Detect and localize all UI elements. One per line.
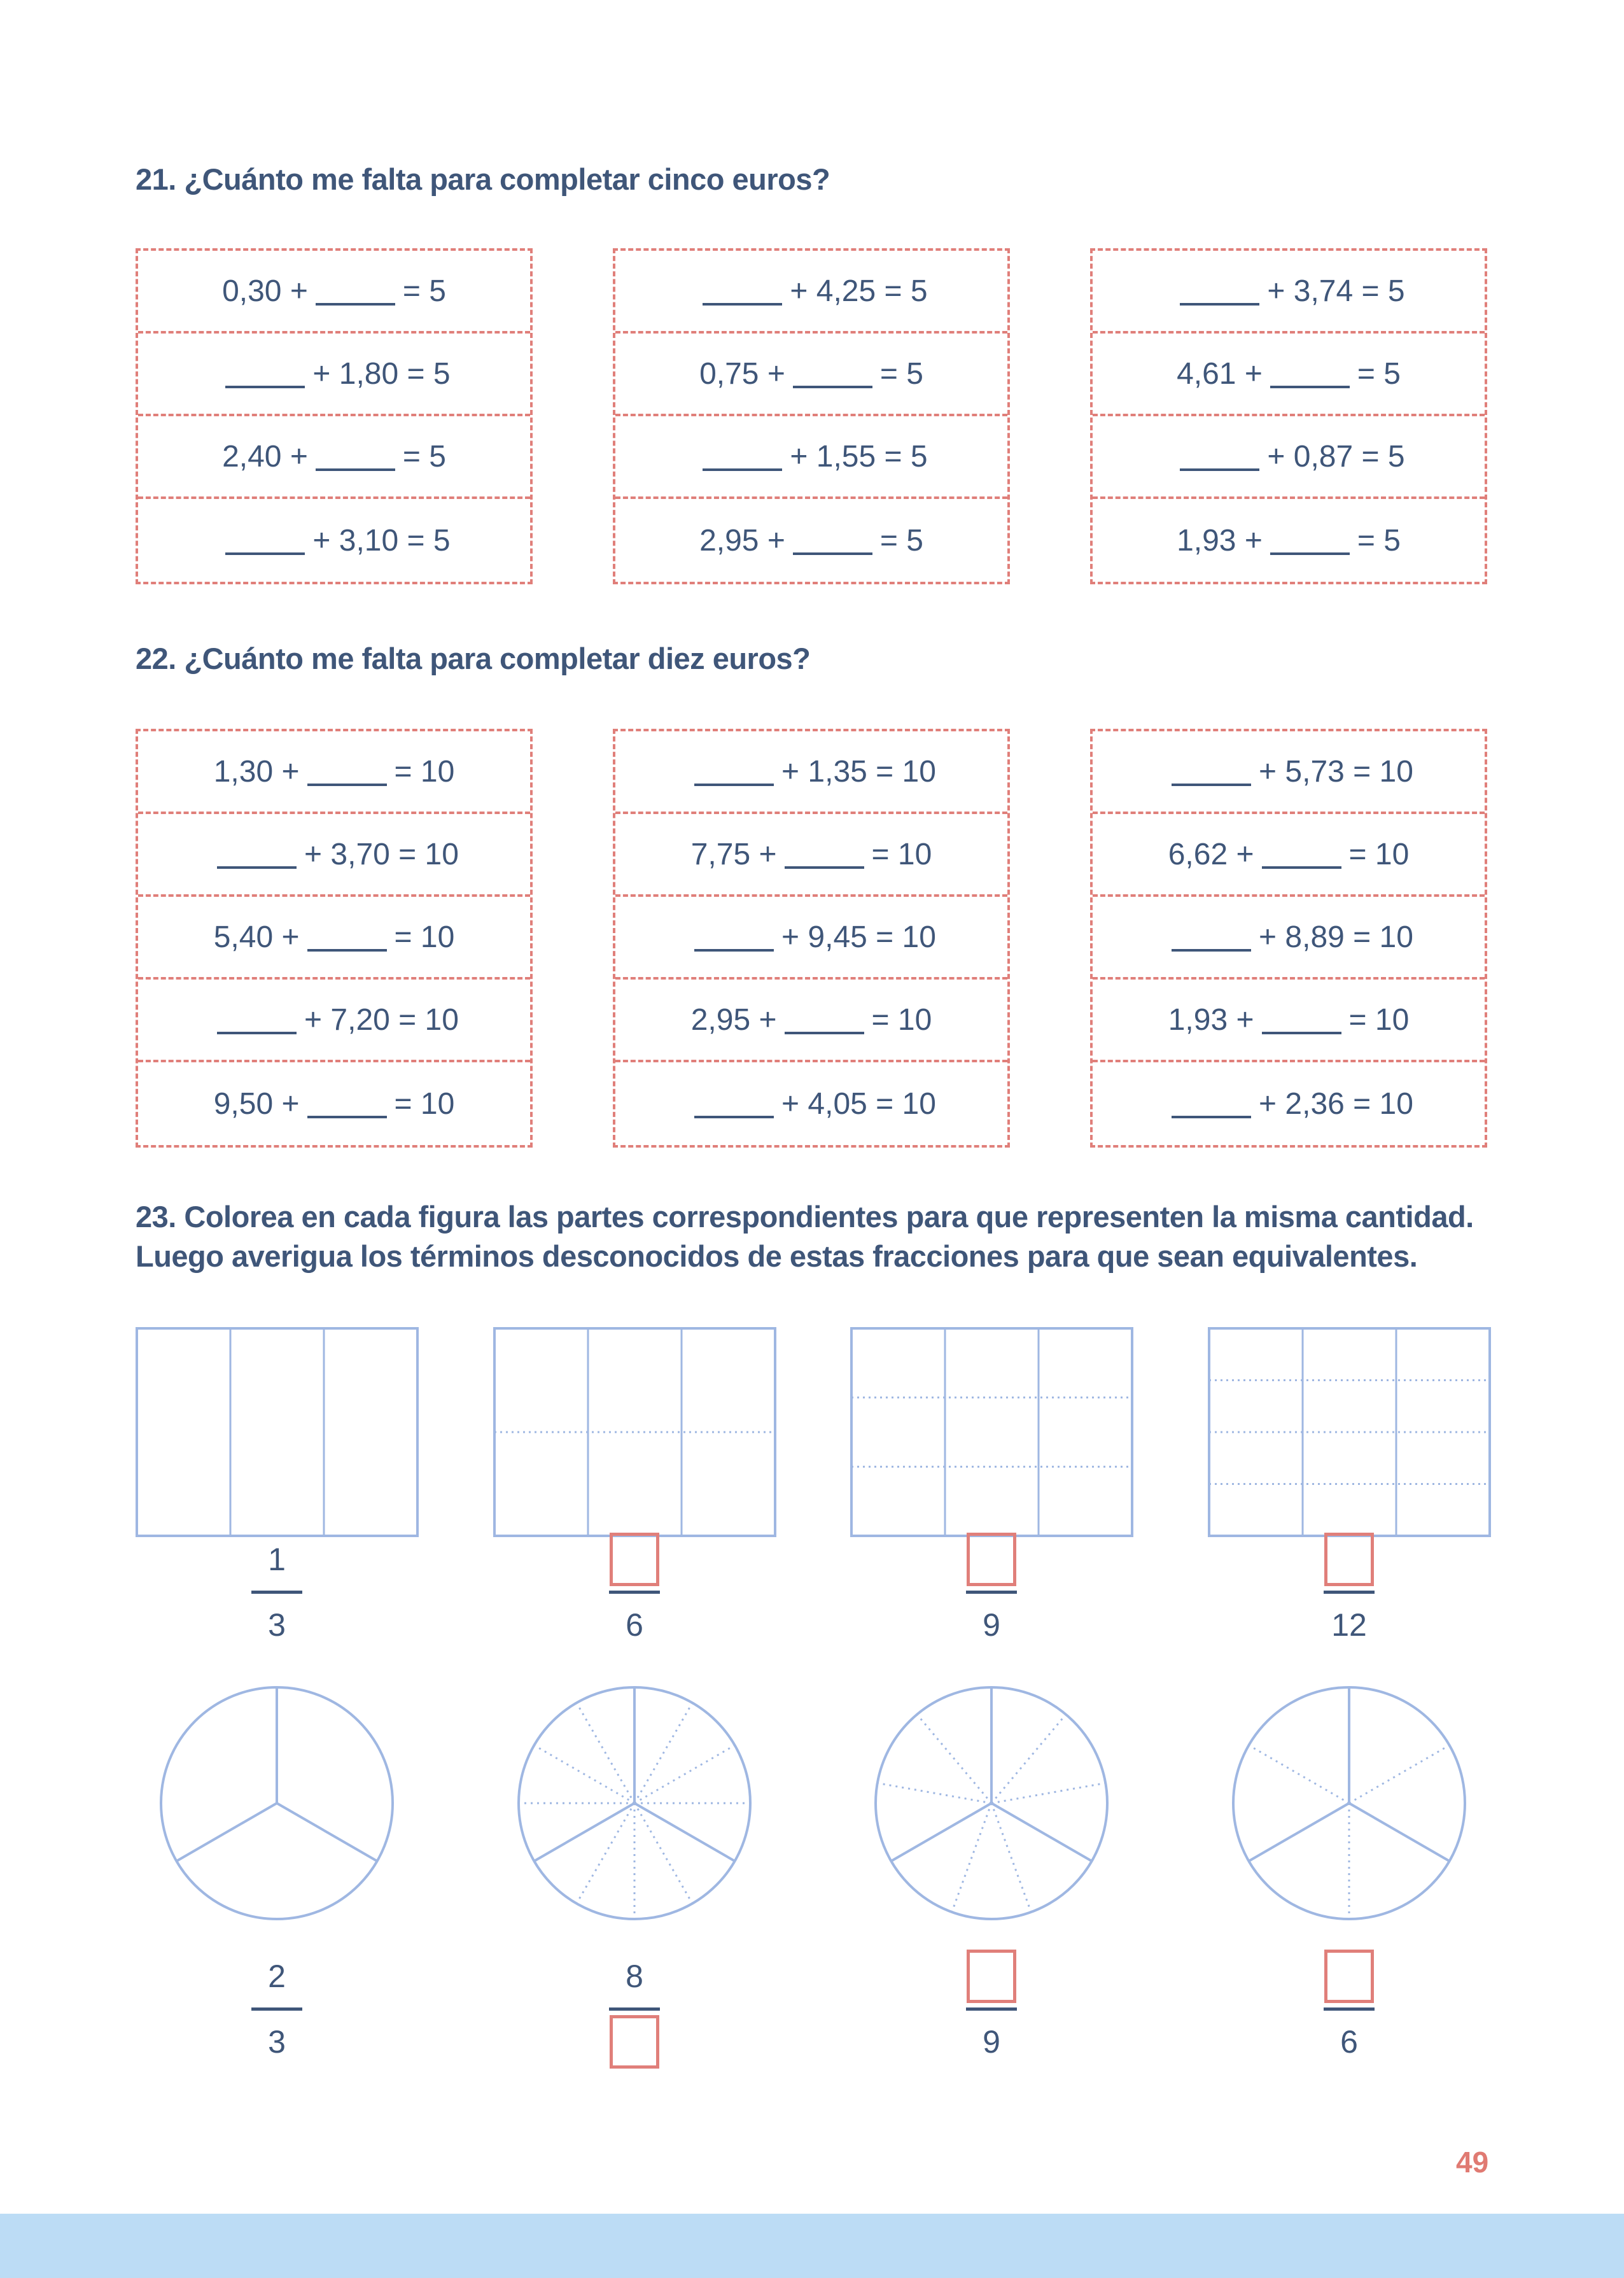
equation-right: + 3,10 = 5 bbox=[312, 523, 451, 558]
dotted-sector-divider bbox=[534, 1745, 634, 1803]
fraction-denominator: 6 bbox=[1340, 2024, 1358, 2060]
equation-right: = 5 bbox=[879, 523, 923, 558]
dotted-sector-divider bbox=[952, 1803, 991, 1912]
equation-right: = 10 bbox=[1348, 1002, 1410, 1037]
fraction-bar bbox=[251, 1591, 302, 1594]
answer-blank[interactable] bbox=[1262, 1005, 1341, 1034]
answer-blank[interactable] bbox=[1262, 840, 1341, 869]
equation-right: + 2,36 = 10 bbox=[1259, 1086, 1413, 1121]
equation-left: 9,50 + bbox=[213, 1086, 300, 1121]
answer-blank[interactable] bbox=[1172, 922, 1251, 952]
fraction bbox=[213, 1948, 340, 2071]
answer-blank[interactable] bbox=[316, 276, 395, 306]
circle-figure[interactable] bbox=[872, 1684, 1110, 1922]
answer-blank[interactable] bbox=[1270, 359, 1350, 388]
fraction-bar bbox=[966, 2007, 1017, 2011]
equation-right: + 1,80 = 5 bbox=[312, 356, 451, 391]
equation-row bbox=[138, 334, 530, 416]
fraction-denominator: 3 bbox=[268, 1607, 286, 1643]
fraction-numerator[interactable] bbox=[1285, 1531, 1413, 1588]
sector-divider bbox=[534, 1803, 634, 1861]
equation-row bbox=[1093, 334, 1485, 416]
rectangle-figure[interactable] bbox=[850, 1326, 1134, 1538]
sector-divider bbox=[176, 1803, 277, 1861]
fraction-numerator[interactable] bbox=[571, 1531, 698, 1588]
fraction bbox=[571, 1531, 698, 1654]
equation-row bbox=[1093, 416, 1485, 499]
fraction bbox=[928, 1948, 1055, 2071]
rectangle-outline bbox=[1209, 1328, 1490, 1536]
equation-left: 1,93 + bbox=[1177, 523, 1263, 558]
equation-right: = 10 bbox=[394, 920, 455, 954]
fraction-numerator[interactable] bbox=[928, 1531, 1055, 1588]
equation-row bbox=[1093, 499, 1485, 582]
fraction-bar bbox=[609, 1591, 660, 1594]
fraction-bar bbox=[1324, 2007, 1375, 2011]
equation-left: 2,40 + bbox=[222, 439, 308, 474]
circle-figure[interactable] bbox=[158, 1684, 396, 1922]
footer-band bbox=[0, 2214, 1624, 2278]
equation-row bbox=[138, 731, 530, 814]
equation-row bbox=[615, 499, 1007, 582]
equation-left: 5,40 + bbox=[213, 920, 300, 954]
exercise-21-title: 21. ¿Cuánto me falta para completar cinco euros? bbox=[136, 162, 830, 196]
rectangle-figure[interactable] bbox=[493, 1326, 777, 1538]
equation-row bbox=[1093, 1062, 1485, 1145]
fraction-denominator: 12 bbox=[1331, 1607, 1367, 1643]
equation-left: 6,62 + bbox=[1168, 837, 1254, 871]
equation-right: + 5,73 = 10 bbox=[1259, 754, 1413, 789]
equation-right: = 10 bbox=[871, 1002, 932, 1037]
fraction bbox=[928, 1531, 1055, 1654]
fraction-denominator: 9 bbox=[983, 2024, 1000, 2060]
equation-right: + 0,87 = 5 bbox=[1267, 439, 1405, 474]
equation-row bbox=[138, 897, 530, 980]
equation-right: + 9,45 = 10 bbox=[781, 920, 936, 954]
dotted-sector-divider bbox=[634, 1703, 692, 1803]
answer-box[interactable] bbox=[1324, 1950, 1374, 2003]
answer-box[interactable] bbox=[610, 2015, 659, 2069]
dotted-sector-divider bbox=[991, 1715, 1066, 1803]
answer-box[interactable] bbox=[610, 1533, 659, 1586]
equation-left: 1,30 + bbox=[213, 754, 300, 789]
answer-box[interactable] bbox=[967, 1533, 1016, 1586]
answer-blank[interactable] bbox=[307, 757, 387, 786]
equation-row bbox=[615, 1062, 1007, 1145]
exercise22-column-2 bbox=[613, 729, 1010, 1148]
answer-blank[interactable] bbox=[217, 1005, 297, 1034]
equation-row bbox=[1093, 980, 1485, 1062]
answer-blank[interactable] bbox=[694, 757, 774, 786]
equation-right: = 10 bbox=[394, 754, 455, 789]
fraction-bar bbox=[1324, 1591, 1375, 1594]
answer-blank[interactable] bbox=[793, 359, 872, 388]
equation-left: 0,75 + bbox=[699, 356, 785, 391]
rectangle-outline bbox=[851, 1328, 1132, 1536]
equation-left: 2,95 + bbox=[690, 1002, 777, 1037]
dotted-sector-divider bbox=[577, 1703, 634, 1803]
answer-blank[interactable] bbox=[694, 1089, 774, 1118]
exercise21-column-1 bbox=[136, 248, 533, 584]
equation-right: + 4,25 = 5 bbox=[790, 274, 928, 308]
exercise22-column-1 bbox=[136, 729, 533, 1148]
fraction-bar bbox=[251, 2007, 302, 2011]
equation-row bbox=[615, 814, 1007, 897]
equation-row bbox=[138, 814, 530, 897]
answer-blank[interactable] bbox=[316, 442, 395, 471]
sector-divider bbox=[634, 1803, 735, 1861]
fraction-numerator: 8 bbox=[626, 1958, 643, 1994]
equation-right: = 10 bbox=[1348, 837, 1410, 871]
equation-row bbox=[615, 334, 1007, 416]
fraction-denominator: 9 bbox=[983, 1607, 1000, 1643]
equation-row bbox=[1093, 814, 1485, 897]
dotted-sector-divider bbox=[577, 1803, 634, 1904]
fraction-numerator: 2 bbox=[268, 1958, 286, 1994]
answer-blank[interactable] bbox=[1180, 442, 1259, 471]
dotted-sector-divider bbox=[991, 1783, 1105, 1803]
dotted-sector-divider bbox=[878, 1783, 991, 1803]
dotted-sector-divider bbox=[917, 1715, 991, 1803]
equation-row bbox=[615, 251, 1007, 334]
answer-blank[interactable] bbox=[703, 276, 782, 306]
equation-right: + 1,55 = 5 bbox=[790, 439, 928, 474]
exercise-23-title-line1: 23. Colorea en cada figura las partes correspondientes para que representen la misma cantidad. bbox=[136, 1200, 1474, 1234]
fraction-numerator: 1 bbox=[268, 1542, 286, 1577]
dotted-sector-divider bbox=[634, 1745, 735, 1803]
exercise22-column-3 bbox=[1090, 729, 1487, 1148]
equation-right: + 7,20 = 10 bbox=[304, 1002, 459, 1037]
fraction-bar bbox=[609, 2007, 660, 2011]
page-number: 49 bbox=[1456, 2146, 1489, 2179]
sector-divider bbox=[1249, 1803, 1349, 1861]
answer-box[interactable] bbox=[967, 1950, 1016, 2003]
equation-left: 0,30 + bbox=[222, 274, 308, 308]
equation-row bbox=[138, 499, 530, 582]
equation-left: 4,61 + bbox=[1177, 356, 1263, 391]
equation-row bbox=[1093, 897, 1485, 980]
equation-row bbox=[615, 980, 1007, 1062]
equation-right: = 10 bbox=[871, 837, 932, 871]
dotted-sector-divider bbox=[1249, 1745, 1349, 1803]
fraction bbox=[571, 1948, 698, 2071]
answer-blank[interactable] bbox=[785, 1005, 864, 1034]
dotted-sector-divider bbox=[634, 1803, 692, 1904]
circle-figure[interactable] bbox=[515, 1684, 753, 1922]
fraction bbox=[1285, 1948, 1413, 2071]
answer-blank[interactable] bbox=[225, 359, 305, 388]
equation-left: 7,75 + bbox=[690, 837, 777, 871]
equation-left: 2,95 + bbox=[699, 523, 785, 558]
dotted-sector-divider bbox=[991, 1803, 1031, 1912]
rectangle-outline bbox=[137, 1328, 417, 1536]
equation-row bbox=[138, 416, 530, 499]
answer-blank[interactable] bbox=[307, 1089, 387, 1118]
fraction bbox=[213, 1531, 340, 1654]
equation-row bbox=[1093, 251, 1485, 334]
answer-blank[interactable] bbox=[307, 922, 387, 952]
sector-divider bbox=[277, 1803, 377, 1861]
equation-row bbox=[615, 731, 1007, 814]
equation-row bbox=[138, 980, 530, 1062]
answer-blank[interactable] bbox=[703, 442, 782, 471]
answer-blank[interactable] bbox=[1180, 276, 1259, 306]
equation-right: = 10 bbox=[394, 1086, 455, 1121]
equation-row bbox=[138, 1062, 530, 1145]
equation-row bbox=[1093, 731, 1485, 814]
equation-left: 1,93 + bbox=[1168, 1002, 1254, 1037]
equation-right: = 5 bbox=[879, 356, 923, 391]
fraction-bar bbox=[966, 1591, 1017, 1594]
exercise-22-title: 22. ¿Cuánto me falta para completar diez euros? bbox=[136, 642, 811, 675]
fraction-denominator: 3 bbox=[268, 2024, 286, 2060]
fraction-denominator[interactable] bbox=[571, 2013, 698, 2071]
equation-row bbox=[138, 251, 530, 334]
sector-divider bbox=[891, 1803, 991, 1861]
equation-row bbox=[615, 897, 1007, 980]
equation-row bbox=[615, 416, 1007, 499]
answer-box[interactable] bbox=[1324, 1533, 1374, 1586]
answer-blank[interactable] bbox=[793, 526, 872, 555]
equation-right: + 3,70 = 10 bbox=[304, 837, 459, 871]
equation-right: + 8,89 = 10 bbox=[1259, 920, 1413, 954]
exercise-23-title-line2: Luego averigua los términos desconocidos de estas fracciones para que sean equivalentes. bbox=[136, 1239, 1418, 1273]
fraction-numerator[interactable] bbox=[928, 1948, 1055, 2005]
fraction-numerator[interactable] bbox=[1285, 1948, 1413, 2005]
dotted-sector-divider bbox=[1349, 1745, 1450, 1803]
fraction bbox=[1285, 1531, 1413, 1654]
equation-right: + 4,05 = 10 bbox=[781, 1086, 936, 1121]
exercise21-column-2 bbox=[613, 248, 1010, 584]
answer-blank[interactable] bbox=[694, 922, 774, 952]
equation-right: = 5 bbox=[1357, 356, 1401, 391]
fraction-denominator: 6 bbox=[626, 1607, 643, 1643]
equation-right: + 3,74 = 5 bbox=[1267, 274, 1405, 308]
answer-blank[interactable] bbox=[785, 840, 864, 869]
equation-right: = 5 bbox=[402, 439, 446, 474]
answer-blank[interactable] bbox=[225, 526, 305, 555]
equation-right: = 5 bbox=[402, 274, 446, 308]
exercise21-column-3 bbox=[1090, 248, 1487, 584]
answer-blank[interactable] bbox=[217, 840, 297, 869]
rectangle-figure[interactable] bbox=[1207, 1326, 1492, 1538]
sector-divider bbox=[991, 1803, 1092, 1861]
rectangle-outline bbox=[494, 1328, 775, 1536]
equation-right: = 5 bbox=[1357, 523, 1401, 558]
sector-divider bbox=[1349, 1803, 1450, 1861]
equation-right: + 1,35 = 10 bbox=[781, 754, 936, 789]
circle-figure[interactable] bbox=[1230, 1684, 1468, 1922]
rectangle-figure[interactable] bbox=[135, 1326, 419, 1538]
answer-blank[interactable] bbox=[1172, 757, 1251, 786]
answer-blank[interactable] bbox=[1270, 526, 1350, 555]
answer-blank[interactable] bbox=[1172, 1089, 1251, 1118]
